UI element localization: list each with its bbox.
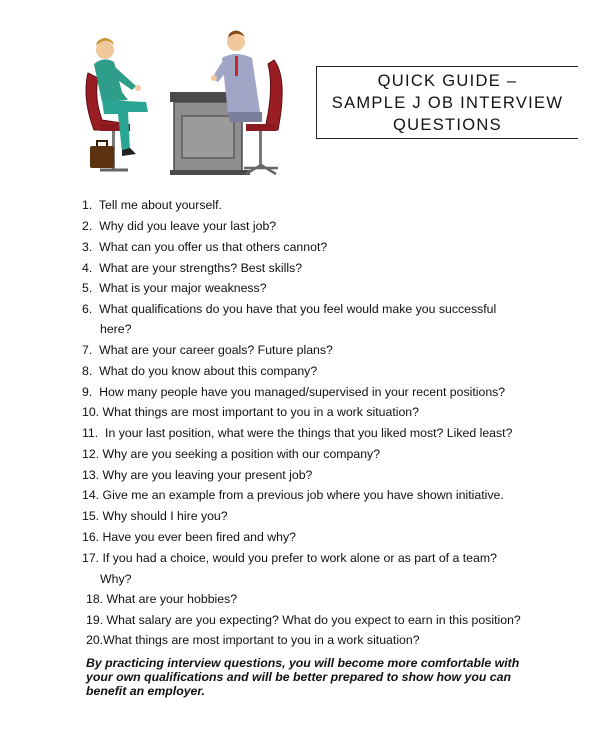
question-item-7: 7. What are your career goals? Future plans? (82, 343, 333, 357)
question-item-16: 16. Have you ever been fired and why? (82, 530, 296, 544)
question-item-20: 20.What things are most important to you in a work situation? (86, 633, 420, 647)
question-item-9: 9. How many people have you managed/supervised in your recent positions? (82, 385, 506, 399)
question-item-6: 6. What qualifications do you have that you feel would make you successful (82, 302, 497, 316)
question-item-15: 15. Why should I hire you? (82, 509, 228, 523)
question-item-10: 10. What things are most important to you in a work situation? (82, 405, 419, 419)
title-line-1: QUICK GUIDE – (377, 71, 518, 90)
title-line-2: SAMPLE J OB INTERVIEW (331, 93, 564, 112)
question-item-11: 11. In your last position, what were the things that you liked most? Liked least? (82, 426, 513, 440)
question-item-12: 12. Why are you seeking a position with our company? (82, 447, 381, 461)
question-item-17: 17. If you had a choice, would you prefer to work alone or as part of a team? (82, 551, 497, 565)
question-item-17-continuation: Why? (100, 572, 132, 586)
title-box (316, 66, 578, 139)
question-item-4: 4. What are your strengths? Best skills? (82, 261, 303, 275)
question-item-3: 3. What can you offer us that others cannot? (82, 240, 328, 254)
question-item-19: 19. What salary are you expecting? What do you expect to earn in this position? (86, 613, 521, 627)
question-item-18: 18. What are your hobbies? (86, 592, 238, 606)
question-item-6-continuation: here? (100, 322, 132, 336)
question-item-5: 5. What is your major weakness? (82, 281, 267, 295)
question-item-14: 14. Give me an example from a previous job where you have shown initiative. (82, 488, 504, 502)
closing-note-line-1: By practicing interview questions, you will become more comfortable with (86, 656, 520, 670)
closing-note (86, 656, 546, 698)
question-item-13: 13. Why are you leaving your present job? (82, 468, 313, 482)
title-line-3: QUESTIONS (393, 115, 502, 134)
question-item-2: 2. Why did you leave your last job? (82, 219, 277, 233)
job-interview-illustration (78, 28, 293, 183)
question-item-1: 1. Tell me about yourself. (82, 198, 222, 212)
question-item-8: 8. What do you know about this company? (82, 364, 318, 378)
closing-note-line-3: benefit an employer. (86, 684, 205, 698)
closing-note-line-2: your own qualifications and will be better prepared to show how you can (86, 670, 511, 684)
